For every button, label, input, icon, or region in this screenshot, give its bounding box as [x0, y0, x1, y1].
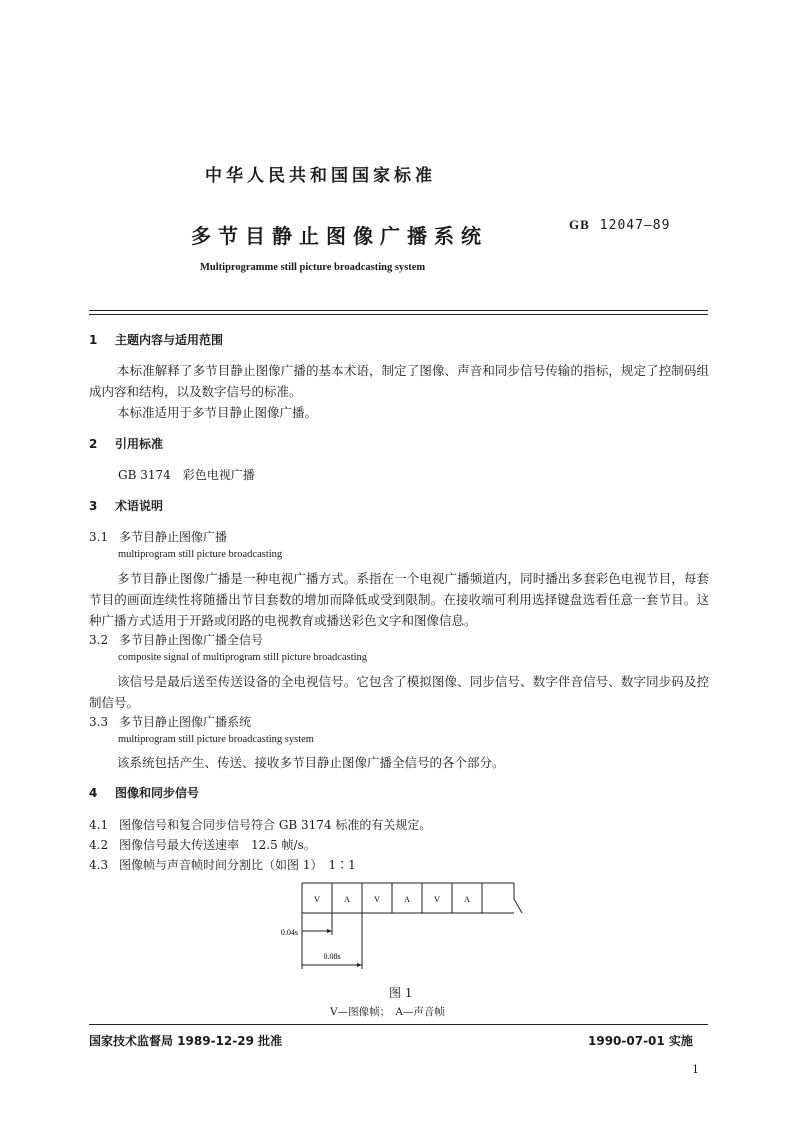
section-2-heading [89, 435, 163, 452]
term-3-1-title: 多节目静止图像广播 [119, 530, 228, 544]
term-3-1-definition: 多节目静止图像广播是一种电视广播方式。系指在一个电视广播频道内，同时播出多套彩色电视节目，每套节目的画面连续性将随播出节目套数的增加而降低或受到限制。在接收端可利用选择键盘选看任意一套节目。这种广播方式适用于开路或闭路的电视教育或播送彩色文字和图像信息。 [89, 571, 709, 628]
clause-4-1-text: 图像信号和复合同步信号符合 GB 3174 标准的有关规定。 [119, 818, 432, 832]
approval-line: 国家技术监督局 1989-12-29 批准 [89, 1034, 283, 1048]
term-3-1-number: 3.1 [89, 530, 109, 544]
header-rule-top [89, 310, 708, 311]
frame-label-picture: V [434, 895, 440, 904]
dim-label-small: 0.04s [280, 928, 298, 937]
referenced-standard: GB 3174 彩色电视广播 [118, 468, 255, 482]
gb-prefix: GB [569, 217, 590, 232]
section-3-number: 3 [89, 499, 98, 513]
clause-4-3 [89, 856, 356, 873]
term-3-3-definition: 该系统包括产生、传送、接收多节目静止图像广播全信号的各个部分。 [117, 755, 505, 770]
clause-4-3-number: 4.3 [89, 858, 109, 872]
section-1-number: 1 [89, 333, 98, 347]
gb-code [569, 217, 670, 233]
section-4-number: 4 [89, 786, 98, 800]
term-3-1-heading [89, 528, 227, 545]
section-1-heading [89, 331, 223, 348]
frame-label-picture: V [374, 895, 380, 904]
term-3-3-title: 多节目静止图像广播系统 [119, 715, 252, 729]
section-1-paragraph-2: 本标准适用于多节目静止图像广播。 [117, 405, 318, 420]
clause-4-3-text: 图像帧与声音帧时间分割比（如图 1） 1∶1 [119, 858, 356, 872]
section-1-title: 主题内容与适用范围 [115, 333, 224, 347]
dim-arrow-large [357, 963, 362, 967]
term-3-3-heading [89, 713, 251, 730]
figure-1-timing-diagram [270, 875, 530, 975]
clause-4-2-number: 4.2 [89, 838, 109, 852]
header-rule-bottom [89, 314, 708, 315]
dim-label-large: 0.08s [323, 952, 341, 961]
gb-number: 12047—89 [599, 218, 671, 233]
term-3-2-heading [89, 631, 263, 648]
page-number: 1 [692, 1063, 699, 1076]
frame-label-audio: A [464, 895, 470, 904]
section-2-number: 2 [89, 437, 98, 451]
footer-rule [89, 1024, 708, 1025]
term-3-2-definition: 该信号是最后送至传送设备的全电视信号。它包含了模拟图像、同步信号、数字伴音信号、数字同步码及控制信号。 [89, 674, 709, 710]
clause-4-2 [89, 836, 316, 853]
figure-caption: 图 1 [389, 986, 413, 1000]
frame-label-audio: A [344, 895, 350, 904]
term-3-1-english: multiprogram still picture broadcasting [118, 549, 283, 560]
frame-strip-break [514, 883, 522, 913]
frame-label-audio: A [404, 895, 410, 904]
clause-4-2-text: 图像信号最大传送速率 12.5 帧/s。 [119, 838, 316, 852]
frame-label-picture: V [314, 895, 320, 904]
figure-legend: V—图像帧； A—声音帧 [330, 1006, 445, 1018]
clause-4-1 [89, 816, 431, 833]
section-2-title: 引用标准 [115, 437, 164, 451]
issuing-nation: 中华人民共和国国家标准 [205, 166, 436, 186]
effective-date: 1990-07-01 实施 [588, 1034, 693, 1048]
title-english: Multiprogramme still picture broadcasting system [200, 262, 426, 273]
section-3-title: 术语说明 [115, 499, 164, 513]
term-3-2-number: 3.2 [89, 633, 109, 647]
section-4-title: 图像和同步信号 [115, 786, 200, 800]
term-3-3-number: 3.3 [89, 715, 109, 729]
title-chinese: 多节目静止图像广播系统 [191, 224, 488, 248]
dim-arrow-small [327, 929, 332, 933]
term-3-2-title: 多节目静止图像广播全信号 [119, 633, 264, 647]
section-4-heading [89, 784, 199, 801]
clause-4-1-number: 4.1 [89, 818, 109, 832]
section-1-paragraph-1: 本标准解释了多节目静止图像广播的基本术语，制定了图像、声音和同步信号传输的指标，规定了控制码组成内容和结构，以及数字信号的标准。 [89, 363, 709, 399]
term-3-2-english: composite signal of multiprogram still picture broadcasting [118, 652, 368, 663]
section-3-heading [89, 497, 163, 514]
term-3-3-english: multiprogram still picture broadcasting system [118, 734, 314, 745]
